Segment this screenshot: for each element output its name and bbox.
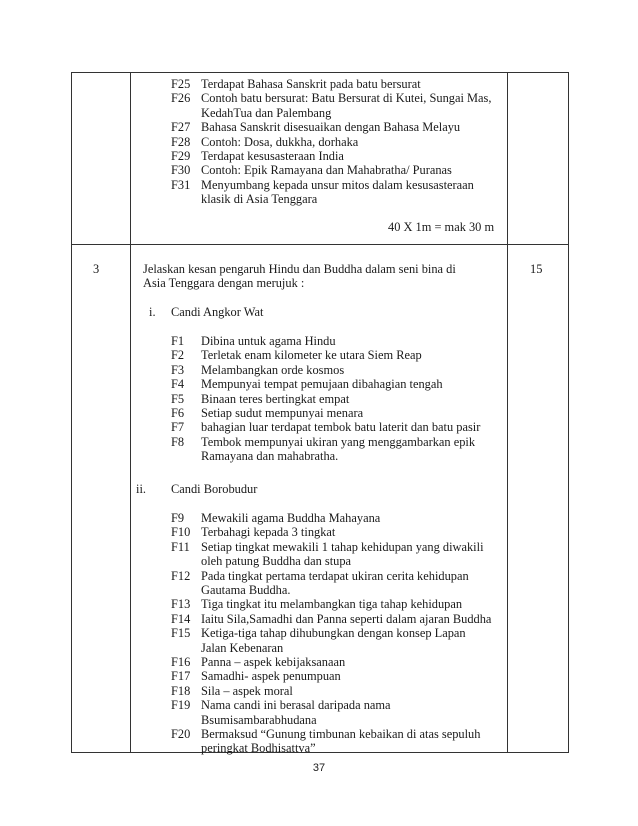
item-code: F20: [171, 727, 191, 741]
item-text: Bsumisambarabhudana: [201, 712, 317, 727]
item-text: Contoh batu bersurat: Batu Bersurat di Kutei, Sungai Mas,: [201, 91, 492, 106]
item-code: F28: [171, 134, 191, 149]
column-divider-number: [130, 73, 131, 752]
section-title: Candi Angkor Wat: [171, 305, 264, 319]
item-text: Jalan Kebenaran: [201, 640, 284, 655]
item-text: Gautama Buddha.: [201, 583, 291, 597]
item-code: F6: [171, 406, 185, 420]
item-code: F31: [171, 177, 191, 192]
item-text: Contoh: Dosa, dukkha, dorhaka: [201, 134, 359, 149]
item-text: Mewakili agama Buddha Mahayana: [201, 511, 381, 525]
question-text: Jelaskan kesan pengaruh Hindu dan Buddha dalam seni bina di: [143, 262, 456, 276]
item-code: F4: [171, 377, 185, 392]
item-text: Iaitu Sila,Samadhi dan Panna seperti dalam ajaran Buddha: [201, 611, 492, 626]
item-code: F10: [171, 525, 191, 540]
item-text: Panna – aspek kebijaksanaan: [201, 655, 346, 669]
item-text: Tembok mempunyai ukiran yang menggambarkan epik: [201, 434, 476, 449]
item-text: Ramayana dan mahabratha.: [201, 449, 339, 464]
marks-note: 40 X 1m = mak 30 m: [388, 220, 495, 234]
item-code: F14: [171, 611, 191, 626]
item-code: F29: [171, 149, 191, 163]
item-code: F7: [171, 420, 185, 435]
item-code: F16: [171, 655, 191, 669]
item-code: F30: [171, 163, 191, 178]
item-text: Pada tingkat pertama terdapat ukiran cerita kehidupan: [201, 568, 469, 583]
question-number: 3: [93, 262, 100, 276]
item-text: Tiga tingkat itu melambangkan tiga tahap kehidupan: [201, 597, 463, 612]
page-number: 37: [312, 762, 326, 774]
item-code: F19: [171, 698, 191, 713]
item-text: Samadhi- aspek penumpuan: [201, 669, 341, 684]
item-code: F26: [171, 91, 191, 106]
item-code: F5: [171, 391, 185, 406]
item-text: peringkat Bodhisattva”: [201, 741, 316, 756]
item-text: Nama candi ini berasal daripada nama: [201, 698, 391, 713]
item-text: Setiap tingkat mewakili 1 tahap kehidupan yang diwakili: [201, 539, 484, 554]
item-text: Ketiga-tiga tahap dihubungkan dengan konsep Lapan: [201, 626, 466, 641]
item-code: F1: [171, 334, 185, 348]
item-text: Terletak enam kilometer ke utara Siem Reap: [201, 348, 422, 363]
item-code: F15: [171, 626, 191, 641]
section-title: Candi Borobudur: [171, 482, 258, 496]
item-text: Bermaksud “Gunung timbunan kebaikan di atas sepuluh: [201, 727, 481, 741]
item-code: F3: [171, 362, 185, 377]
item-code: F13: [171, 597, 191, 612]
item-text: Binaan teres bertingkat empat: [201, 391, 350, 406]
row-divider: [72, 244, 568, 245]
item-code: F2: [171, 348, 185, 363]
item-text: Terdapat kesusasteraan India: [201, 149, 344, 163]
item-text: Setiap sudut mempunyai menara: [201, 406, 364, 420]
section-numeral: i.: [149, 305, 156, 319]
item-text: Contoh: Epik Ramayana dan Mahabratha/ Puranas: [201, 163, 452, 178]
item-code: F25: [171, 77, 191, 91]
item-text: Terdapat Bahasa Sanskrit pada batu bersurat: [201, 77, 421, 91]
item-text: klasik di Asia Tenggara: [201, 192, 318, 207]
item-code: F9: [171, 511, 185, 525]
item-text: Sila – aspek moral: [201, 683, 293, 698]
item-text: bahagian luar terdapat tembok batu laterit dan batu pasir: [201, 420, 481, 435]
item-text: Melambangkan orde kosmos: [201, 362, 345, 377]
item-text: Menyumbang kepada unsur mitos dalam kesusasteraan: [201, 177, 474, 192]
item-text: oleh patung Buddha dan stupa: [201, 554, 352, 569]
item-text: Mempunyai tempat pemujaan dibahagian tengah: [201, 377, 443, 392]
item-code: F12: [171, 568, 191, 583]
item-text: Bahasa Sanskrit disesuaikan dengan Bahasa Melayu: [201, 120, 461, 135]
question-text: Asia Tenggara dengan merujuk :: [143, 276, 305, 291]
item-code: F17: [171, 669, 191, 684]
question-marks: 15: [530, 262, 543, 276]
item-text: Terbahagi kepada 3 tingkat: [201, 525, 336, 540]
section-numeral: ii.: [136, 482, 146, 496]
item-code: F18: [171, 683, 191, 698]
item-code: F8: [171, 434, 185, 449]
item-text: Dibina untuk agama Hindu: [201, 334, 336, 348]
item-code: F27: [171, 120, 191, 135]
column-divider-marks: [507, 73, 508, 752]
item-text: KedahTua dan Palembang: [201, 105, 332, 120]
item-code: F11: [171, 539, 190, 554]
